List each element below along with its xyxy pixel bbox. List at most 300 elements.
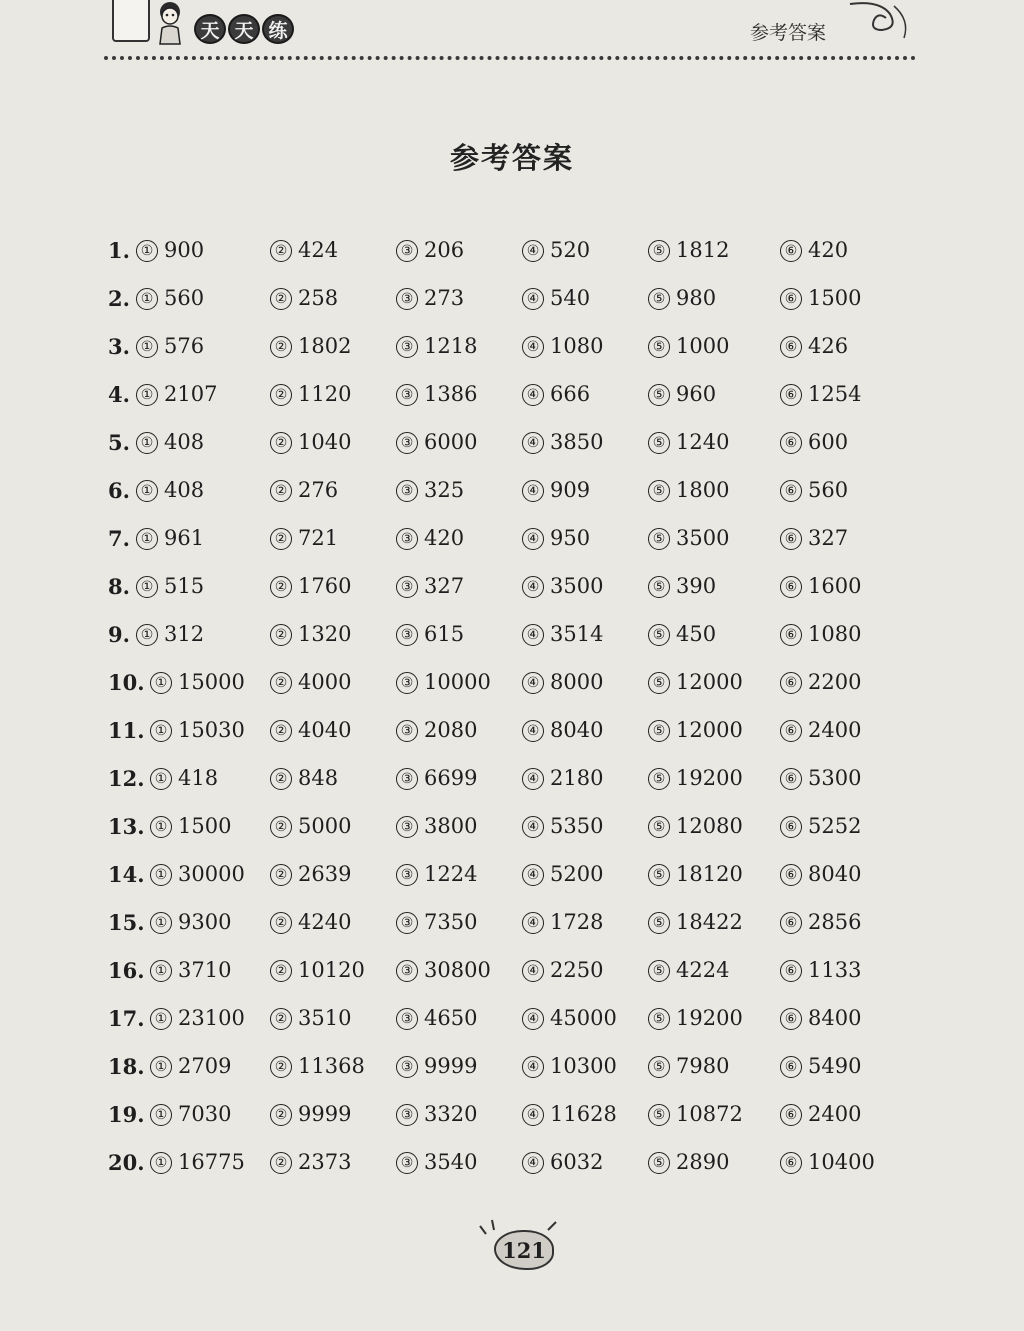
answer-item — [396, 430, 477, 454]
circled-number: ④ — [522, 1056, 544, 1078]
answer-value: 10400 — [808, 1150, 875, 1174]
circled-number: ④ — [522, 576, 544, 598]
answer-item — [780, 622, 861, 646]
question-number: 17. — [108, 1006, 145, 1031]
answer-value: 950 — [550, 526, 591, 550]
answer-value: 1080 — [808, 622, 862, 646]
circled-number: ⑥ — [780, 672, 802, 694]
question-number: 3. — [108, 334, 130, 359]
circled-number: ① — [150, 768, 172, 790]
answer-item — [150, 1054, 231, 1078]
answer-value: 900 — [164, 238, 205, 262]
answer-item — [780, 478, 848, 502]
answer-item — [522, 430, 603, 454]
answer-item — [396, 1102, 477, 1126]
answer-item — [396, 1054, 477, 1078]
circled-number: ⑥ — [780, 720, 802, 742]
answer-item — [780, 382, 861, 406]
circled-number: ① — [150, 1104, 172, 1126]
question-number: 7. — [108, 526, 130, 551]
circled-number: ⑥ — [780, 768, 802, 790]
circled-number: ① — [150, 864, 172, 886]
answer-value: 2709 — [178, 1054, 232, 1078]
answer-item — [648, 718, 743, 742]
answer-value: 8040 — [550, 718, 604, 742]
circled-number: ① — [136, 384, 158, 406]
answer-value: 615 — [424, 622, 465, 646]
answer-item — [648, 862, 743, 886]
circled-number: ② — [270, 336, 292, 358]
answer-item — [522, 238, 590, 262]
answer-item — [396, 814, 477, 838]
answer-item — [780, 814, 861, 838]
question-number: 15. — [108, 910, 145, 935]
answer-list — [108, 238, 908, 1198]
answer-value: 276 — [298, 478, 339, 502]
answer-value: 576 — [164, 334, 205, 358]
answer-item — [150, 670, 245, 694]
circled-number: ③ — [396, 624, 418, 646]
answer-item — [270, 958, 365, 982]
circled-number: ① — [150, 1056, 172, 1078]
answer-item — [780, 1006, 861, 1030]
answer-value: 1728 — [550, 910, 604, 934]
brand-char: 练 — [262, 14, 294, 44]
answer-row — [108, 622, 908, 670]
brand-title — [194, 14, 294, 44]
answer-value: 9300 — [178, 910, 232, 934]
answer-item — [522, 334, 603, 358]
circled-number: ③ — [396, 1152, 418, 1174]
answer-item — [270, 430, 351, 454]
answer-row — [108, 670, 908, 718]
page-number-badge — [478, 1216, 562, 1276]
answer-value: 23100 — [178, 1006, 245, 1030]
circled-number: ④ — [522, 1104, 544, 1126]
answer-value: 4240 — [298, 910, 352, 934]
answer-item — [136, 574, 204, 598]
answer-row — [108, 238, 908, 286]
answer-value: 450 — [676, 622, 717, 646]
answer-item — [396, 1006, 477, 1030]
circled-number: ④ — [522, 240, 544, 262]
circled-number: ④ — [522, 288, 544, 310]
answer-item — [396, 766, 477, 790]
answer-item — [780, 238, 848, 262]
answer-value: 15000 — [178, 670, 245, 694]
answer-item — [780, 862, 861, 886]
circled-number: ④ — [522, 432, 544, 454]
answer-value: 12000 — [676, 718, 743, 742]
circled-number: ⑤ — [648, 1056, 670, 1078]
answer-value: 11368 — [298, 1054, 365, 1078]
circled-number: ② — [270, 816, 292, 838]
circled-number: ⑥ — [780, 1008, 802, 1030]
circled-number: ⑤ — [648, 1008, 670, 1030]
answer-item — [136, 526, 204, 550]
answer-item — [270, 910, 351, 934]
circled-number: ① — [136, 480, 158, 502]
circled-number: ③ — [396, 288, 418, 310]
circled-number: ⑤ — [648, 960, 670, 982]
answer-value: 1218 — [424, 334, 478, 358]
answer-value: 3500 — [676, 526, 730, 550]
answer-value: 18422 — [676, 910, 743, 934]
answer-value: 2400 — [808, 718, 862, 742]
answer-item — [136, 430, 204, 454]
answer-item — [780, 1102, 861, 1126]
answer-value: 1760 — [298, 574, 352, 598]
circled-number: ⑥ — [780, 1152, 802, 1174]
answer-value: 909 — [550, 478, 591, 502]
answer-row — [108, 334, 908, 382]
answer-item — [648, 1150, 729, 1174]
answer-row — [108, 766, 908, 814]
question-number: 2. — [108, 286, 130, 311]
answer-value: 1133 — [808, 958, 862, 982]
answer-item — [136, 478, 204, 502]
answer-value: 1812 — [676, 238, 730, 262]
circled-number: ③ — [396, 384, 418, 406]
answer-value: 2400 — [808, 1102, 862, 1126]
circled-number: ⑥ — [780, 1056, 802, 1078]
answer-value: 8040 — [808, 862, 862, 886]
answer-value: 6032 — [550, 1150, 604, 1174]
circled-number: ① — [150, 672, 172, 694]
answer-value: 2107 — [164, 382, 218, 406]
answer-value: 1500 — [808, 286, 862, 310]
answer-value: 5000 — [298, 814, 352, 838]
answer-value: 520 — [550, 238, 591, 262]
circled-number: ② — [270, 720, 292, 742]
answer-row — [108, 718, 908, 766]
open-book-icon — [112, 0, 150, 42]
answer-value: 206 — [424, 238, 465, 262]
answer-item — [136, 286, 204, 310]
answer-item — [648, 526, 729, 550]
cartoon-girl-icon — [150, 0, 190, 46]
page-number: 121 — [494, 1230, 554, 1270]
circled-number: ① — [136, 240, 158, 262]
answer-item — [270, 1006, 351, 1030]
answer-row — [108, 814, 908, 862]
answer-item — [780, 670, 861, 694]
answer-value: 10872 — [676, 1102, 743, 1126]
circled-number: ⑥ — [780, 240, 802, 262]
answer-item — [648, 1054, 729, 1078]
answer-value: 515 — [164, 574, 205, 598]
answer-value: 2250 — [550, 958, 604, 982]
answer-value: 5490 — [808, 1054, 862, 1078]
answer-value: 11628 — [550, 1102, 617, 1126]
circled-number: ⑤ — [648, 432, 670, 454]
circled-number: ② — [270, 960, 292, 982]
answer-item — [648, 622, 716, 646]
circled-number: ① — [150, 816, 172, 838]
answer-value: 18120 — [676, 862, 743, 886]
answer-value: 3850 — [550, 430, 604, 454]
circled-number: ⑥ — [780, 384, 802, 406]
answer-item — [648, 238, 729, 262]
circled-number: ③ — [396, 1056, 418, 1078]
circled-number: ⑥ — [780, 624, 802, 646]
circled-number: ③ — [396, 528, 418, 550]
answer-item — [270, 1102, 351, 1126]
question-number: 13. — [108, 814, 145, 839]
answer-item — [648, 814, 743, 838]
circled-number: ③ — [396, 960, 418, 982]
circled-number: ⑤ — [648, 912, 670, 934]
answer-item — [136, 334, 204, 358]
answer-item — [396, 382, 477, 406]
circled-number: ③ — [396, 1008, 418, 1030]
answer-value: 390 — [676, 574, 717, 598]
circled-number: ④ — [522, 384, 544, 406]
answer-item — [648, 1102, 743, 1126]
answer-value: 1802 — [298, 334, 352, 358]
circled-number: ⑤ — [648, 336, 670, 358]
question-number: 1. — [108, 238, 130, 263]
circled-number: ④ — [522, 528, 544, 550]
answer-item — [648, 430, 729, 454]
answer-value: 4000 — [298, 670, 352, 694]
answer-value: 8400 — [808, 1006, 862, 1030]
circled-number: ④ — [522, 480, 544, 502]
answer-value: 3800 — [424, 814, 478, 838]
answer-value: 10120 — [298, 958, 365, 982]
circled-number: ④ — [522, 1008, 544, 1030]
answer-item — [522, 718, 603, 742]
answer-value: 1120 — [298, 382, 352, 406]
answer-value: 273 — [424, 286, 465, 310]
answer-item — [648, 382, 716, 406]
circled-number: ⑥ — [780, 528, 802, 550]
answer-row — [108, 430, 908, 478]
question-number: 11. — [108, 718, 145, 743]
answer-value: 7030 — [178, 1102, 232, 1126]
circled-number: ① — [150, 960, 172, 982]
answer-row — [108, 1054, 908, 1102]
answer-item — [648, 958, 729, 982]
answer-value: 848 — [298, 766, 339, 790]
answer-value: 6699 — [424, 766, 478, 790]
answer-item — [396, 622, 464, 646]
circled-number: ② — [270, 1056, 292, 1078]
answer-item — [522, 766, 603, 790]
answer-value: 418 — [178, 766, 219, 790]
answer-value: 666 — [550, 382, 591, 406]
answer-item — [396, 910, 477, 934]
answer-value: 721 — [298, 526, 339, 550]
answer-row — [108, 478, 908, 526]
answer-value: 1000 — [676, 334, 730, 358]
circled-number: ⑤ — [648, 1152, 670, 1174]
answer-row — [108, 958, 908, 1006]
answer-value: 1320 — [298, 622, 352, 646]
circled-number: ③ — [396, 1104, 418, 1126]
answer-item — [136, 238, 204, 262]
circled-number: ② — [270, 576, 292, 598]
circled-number: ② — [270, 672, 292, 694]
answer-item — [522, 670, 603, 694]
answer-item — [150, 718, 245, 742]
answer-item — [396, 238, 464, 262]
answer-item — [648, 910, 743, 934]
circled-number: ② — [270, 288, 292, 310]
answer-value: 2890 — [676, 1150, 730, 1174]
circled-number: ④ — [522, 816, 544, 838]
answer-item — [780, 1054, 861, 1078]
circled-number: ② — [270, 624, 292, 646]
circled-number: ④ — [522, 864, 544, 886]
circled-number: ⑤ — [648, 624, 670, 646]
answer-value: 3320 — [424, 1102, 478, 1126]
circled-number: ③ — [396, 864, 418, 886]
answer-item — [396, 670, 491, 694]
answer-item — [522, 1102, 617, 1126]
circled-number: ① — [136, 624, 158, 646]
answer-value: 7350 — [424, 910, 478, 934]
answer-value: 312 — [164, 622, 205, 646]
answer-row — [108, 1102, 908, 1150]
answer-item — [396, 718, 477, 742]
answer-value: 30000 — [178, 862, 245, 886]
answer-value: 4224 — [676, 958, 730, 982]
answer-item — [780, 526, 848, 550]
answer-item — [780, 334, 848, 358]
answer-item — [780, 286, 861, 310]
answer-value: 5252 — [808, 814, 862, 838]
circled-number: ⑤ — [648, 480, 670, 502]
answer-value: 1600 — [808, 574, 862, 598]
answer-value: 1500 — [178, 814, 232, 838]
answer-item — [150, 1102, 231, 1126]
circled-number: ⑤ — [648, 576, 670, 598]
answer-item — [396, 478, 464, 502]
circled-number: ③ — [396, 576, 418, 598]
circled-number: ② — [270, 1008, 292, 1030]
circled-number: ① — [136, 576, 158, 598]
circled-number: ③ — [396, 816, 418, 838]
answer-value: 1224 — [424, 862, 478, 886]
circled-number: ⑤ — [648, 768, 670, 790]
answer-item — [396, 1150, 477, 1174]
answer-value: 4040 — [298, 718, 352, 742]
answer-item — [270, 718, 351, 742]
answer-item — [270, 1150, 351, 1174]
answer-value: 5300 — [808, 766, 862, 790]
circled-number: ⑥ — [780, 576, 802, 598]
answer-item — [270, 238, 338, 262]
answer-item — [270, 382, 351, 406]
answer-item — [522, 574, 603, 598]
circled-number: ⑥ — [780, 864, 802, 886]
circled-number: ④ — [522, 624, 544, 646]
answer-value: 9999 — [298, 1102, 352, 1126]
answer-row — [108, 286, 908, 334]
circled-number: ⑤ — [648, 528, 670, 550]
answer-value: 3510 — [298, 1006, 352, 1030]
answer-value: 961 — [164, 526, 205, 550]
answer-item — [780, 430, 848, 454]
answer-item — [522, 286, 590, 310]
answer-value: 1386 — [424, 382, 478, 406]
answer-item — [270, 766, 338, 790]
answer-item — [522, 958, 603, 982]
answer-value: 4650 — [424, 1006, 478, 1030]
circled-number: ⑤ — [648, 288, 670, 310]
circled-number: ② — [270, 240, 292, 262]
circled-number: ③ — [396, 336, 418, 358]
swirl-decoration-icon — [840, 0, 920, 46]
answer-item — [270, 622, 351, 646]
circled-number: ④ — [522, 768, 544, 790]
circled-number: ⑥ — [780, 816, 802, 838]
circled-number: ② — [270, 1152, 292, 1174]
answer-item — [270, 478, 338, 502]
circled-number: ⑥ — [780, 480, 802, 502]
circled-number: ④ — [522, 336, 544, 358]
circled-number: ⑥ — [780, 1104, 802, 1126]
circled-number: ⑤ — [648, 240, 670, 262]
answer-item — [396, 574, 464, 598]
answer-value: 1240 — [676, 430, 730, 454]
answer-row — [108, 574, 908, 622]
section-label: 参考答案 — [749, 22, 826, 44]
answer-item — [522, 622, 603, 646]
answer-item — [648, 1006, 743, 1030]
answer-value: 6000 — [424, 430, 478, 454]
answer-item — [150, 814, 231, 838]
answer-value: 10300 — [550, 1054, 617, 1078]
answer-item — [648, 334, 729, 358]
circled-number: ⑤ — [648, 816, 670, 838]
circled-number: ② — [270, 768, 292, 790]
circled-number: ⑥ — [780, 432, 802, 454]
answer-value: 3514 — [550, 622, 604, 646]
answer-item — [780, 766, 861, 790]
answer-value: 19200 — [676, 766, 743, 790]
answer-value: 258 — [298, 286, 339, 310]
question-number: 4. — [108, 382, 130, 407]
brand-char: 天 — [228, 14, 260, 44]
answer-value: 5200 — [550, 862, 604, 886]
circled-number: ① — [150, 912, 172, 934]
answer-item — [270, 574, 351, 598]
answer-value: 3710 — [178, 958, 232, 982]
answer-value: 560 — [164, 286, 205, 310]
answer-item — [150, 1006, 245, 1030]
answer-item — [270, 814, 351, 838]
answer-item — [150, 862, 245, 886]
answer-item — [150, 766, 218, 790]
circled-number: ② — [270, 480, 292, 502]
answer-item — [396, 958, 491, 982]
answer-item — [396, 334, 477, 358]
answer-item — [648, 574, 716, 598]
answer-value: 1040 — [298, 430, 352, 454]
circled-number: ③ — [396, 912, 418, 934]
question-number: 18. — [108, 1054, 145, 1079]
circled-number: ② — [270, 1104, 292, 1126]
circled-number: ② — [270, 432, 292, 454]
answer-row — [108, 526, 908, 574]
answer-item — [522, 862, 603, 886]
circled-number: ④ — [522, 672, 544, 694]
circled-number: ② — [270, 864, 292, 886]
answer-item — [648, 286, 716, 310]
answer-value: 980 — [676, 286, 717, 310]
